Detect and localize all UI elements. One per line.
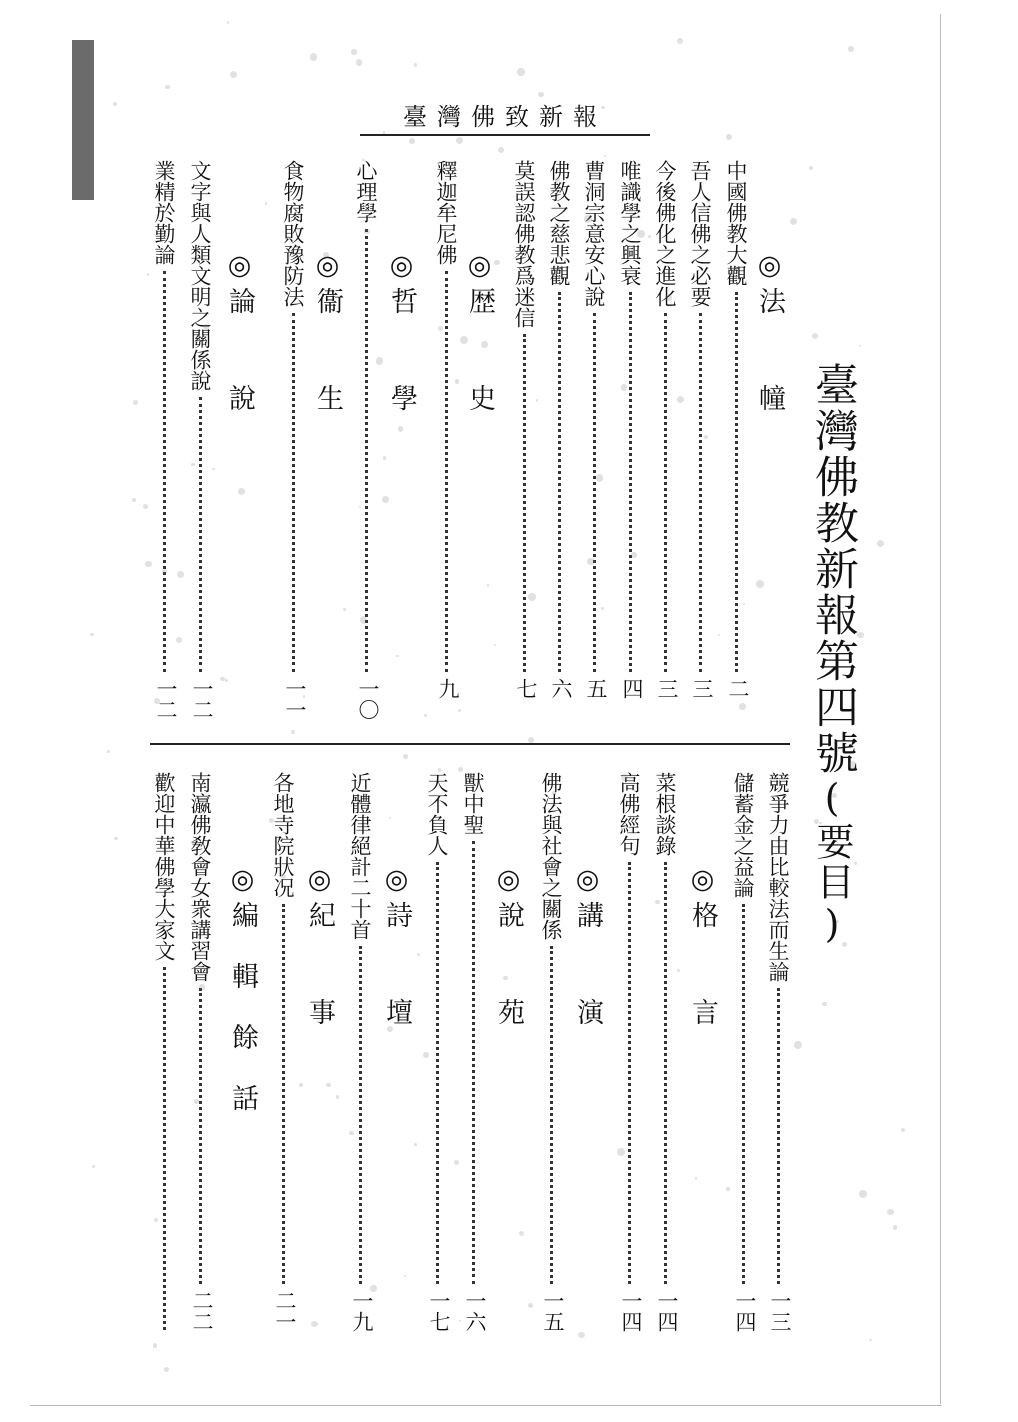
scan-noise [143, 504, 148, 509]
toc-entry-title: 南瀛佛敎會女衆講習會 [188, 772, 212, 982]
scan-noise [857, 632, 864, 639]
bullseye-icon: ◎ [687, 864, 718, 895]
scan-noise [494, 644, 496, 646]
section-heading-char: 言 [687, 998, 718, 1025]
bullseye-icon: ◎ [493, 864, 524, 895]
toc-entry-title: 食物腐敗豫防法 [281, 160, 305, 307]
section-heading-char: 餘 [227, 1023, 258, 1050]
scan-noise [403, 754, 408, 759]
scan-noise [869, 1339, 871, 1341]
scan-noise [220, 677, 225, 682]
section-heading [756, 250, 783, 411]
toc-entry-title: 佛法與社會之關係 [539, 772, 563, 940]
scan-noise [424, 714, 428, 718]
section-heading-char: 輯 [227, 962, 258, 989]
bullseye-icon: ◎ [224, 250, 255, 281]
leader-dots [472, 841, 475, 1284]
scan-noise [458, 767, 463, 772]
scan-noise [194, 1099, 199, 1104]
scan-noise [438, 768, 441, 771]
scan-noise [323, 252, 329, 258]
scan-noise [621, 384, 627, 390]
scan-noise [601, 106, 605, 110]
bullseye-icon: ◎ [572, 864, 603, 895]
scan-noise [718, 634, 720, 636]
scan-noise [584, 215, 592, 223]
scan-noise [756, 580, 764, 588]
scan-noise [351, 49, 356, 54]
scan-noise [460, 336, 468, 344]
scan-noise [281, 874, 286, 879]
leader-dots [282, 904, 285, 1284]
page-number: 一〇 [356, 678, 380, 720]
bullseye-icon: ◎ [386, 250, 417, 281]
scan-noise [191, 463, 194, 466]
scan-noise [153, 1343, 158, 1348]
scan-noise [176, 637, 182, 643]
scan-noise [631, 552, 636, 557]
section-heading-char: 說 [493, 901, 524, 928]
toc-entry-title: 天不負人 [425, 772, 449, 856]
scan-noise [621, 774, 627, 780]
section-heading [574, 864, 601, 1025]
scan-noise [359, 506, 361, 508]
scan-noise [494, 260, 499, 265]
scan-noise [456, 137, 463, 144]
title-text: 臺灣佛教新報第四號 [807, 362, 858, 776]
leader-dots [365, 229, 368, 672]
scan-noise [677, 38, 683, 44]
scan-noise [854, 862, 857, 865]
section-heading [306, 864, 333, 1025]
section-heading-char: 講 [572, 901, 603, 928]
scan-noise [695, 1177, 698, 1180]
scan-noise [199, 984, 205, 990]
scan-noise [269, 818, 274, 823]
section-heading-char: 法 [754, 287, 785, 314]
bullseye-icon: ◎ [754, 250, 785, 281]
scan-noise [154, 1218, 158, 1222]
leader-dots [163, 271, 166, 672]
scan-noise [147, 273, 149, 275]
scan-noise [383, 131, 386, 134]
scan-noise [238, 488, 245, 495]
section-heading-char: 詩 [381, 901, 412, 928]
toc-entry-title: 吾人信佛之必要 [688, 160, 712, 307]
page-number: 一六 [463, 1290, 487, 1332]
scan-noise [145, 561, 152, 568]
leader-dots [523, 334, 526, 672]
scan-noise [677, 396, 684, 403]
toc-entry-title: 競爭力由比較法而生論 [766, 772, 790, 982]
bullseye-icon: ◎ [227, 864, 258, 895]
page-number: 二 [726, 678, 750, 699]
toc-entry-title: 獸中聖 [461, 772, 485, 835]
scan-noise [243, 914, 247, 918]
scan-noise [299, 1083, 304, 1088]
scan-noise [360, 616, 368, 624]
scan-noise [487, 584, 490, 587]
scan-noise [528, 1303, 533, 1308]
scan-noise [859, 1190, 867, 1198]
toc-entry-title: 儲蓄金之益論 [731, 772, 755, 898]
section-heading [689, 864, 716, 1025]
section-heading-char: 紀 [304, 901, 335, 928]
scan-noise [849, 761, 856, 768]
scan-noise [469, 773, 475, 779]
scan-noise [454, 1160, 459, 1165]
section-heading-char: 衞 [312, 287, 343, 314]
scan-noise [133, 400, 138, 405]
scan-noise [92, 1165, 95, 1168]
section-heading-char: 哲 [386, 287, 417, 314]
scan-noise [310, 53, 317, 60]
leader-dots [699, 313, 702, 672]
title-note: (要目) [810, 776, 854, 948]
scan-noise [389, 817, 391, 819]
scan-noise [726, 134, 732, 140]
section-heading-char: 歴 [464, 287, 495, 314]
scan-noise [364, 229, 369, 234]
scan-noise [503, 976, 507, 980]
leader-dots [664, 862, 667, 1284]
scan-noise [177, 571, 184, 578]
scan-noise [790, 218, 797, 225]
section-heading-char: 話 [227, 1084, 258, 1111]
toc-entry-title: 業精於勤論 [152, 160, 176, 265]
page-number: 一五 [541, 1290, 565, 1332]
page-frame-right [940, 14, 941, 1404]
page-number: 三 [655, 678, 679, 699]
scan-noise [809, 166, 814, 171]
page-number: 一二 [190, 678, 214, 720]
scan-noise [311, 1321, 317, 1327]
leader-dots [628, 862, 631, 1284]
leader-dots [742, 904, 745, 1284]
toc-entry-title: 佛教之慈悲觀 [547, 160, 571, 286]
scan-noise [336, 1095, 339, 1098]
scan-noise [404, 1275, 407, 1278]
toc-entry-title: 曹洞宗意安心說 [582, 160, 606, 307]
toc-entry-title: 高佛經句 [617, 772, 641, 856]
page-number: 一九 [350, 1290, 374, 1332]
toc-entry-title: 菜根談錄 [653, 772, 677, 856]
bullseye-icon: ◎ [381, 864, 412, 895]
leader-dots [292, 313, 295, 672]
page-number: 一三 [768, 1290, 792, 1332]
scan-noise [162, 569, 168, 575]
section-heading [495, 864, 522, 1025]
toc-entry-title: 今後佛化之進化 [653, 160, 677, 307]
scan-noise [832, 793, 837, 798]
page-number: 一二 [154, 678, 178, 720]
scan-noise [887, 1209, 893, 1215]
scan-noise [212, 468, 215, 471]
section-heading-char: 論 [224, 287, 255, 314]
scan-noise [225, 679, 228, 682]
scan-noise [836, 920, 839, 923]
scan-noise [387, 1026, 393, 1032]
leader-dots [664, 313, 667, 672]
scan-noise [877, 540, 884, 547]
scan-noise [396, 655, 398, 657]
scan-noise [343, 608, 346, 611]
leader-dots [445, 271, 448, 672]
leader-dots [629, 292, 632, 672]
section-heading [383, 864, 410, 1025]
scan-noise [739, 703, 746, 710]
page-number: 一七 [427, 1290, 451, 1332]
scan-noise [517, 68, 525, 76]
scan-noise [617, 1148, 625, 1156]
scan-noise [655, 900, 659, 904]
scan-noise [90, 633, 94, 637]
scan-noise [409, 138, 415, 144]
scan-noise [901, 1128, 905, 1132]
scan-noise [528, 593, 535, 600]
leader-dots [550, 946, 553, 1284]
scan-noise [848, 46, 853, 51]
scan-noise [648, 235, 651, 238]
leader-dots [163, 967, 166, 1330]
scan-edge-shadow [72, 40, 94, 200]
scan-noise [370, 1285, 376, 1291]
page-number: 一四 [733, 1290, 757, 1332]
scan-noise [743, 603, 745, 605]
section-divider [150, 743, 790, 745]
bullseye-icon: ◎ [464, 250, 495, 281]
scan-noise [794, 1041, 802, 1049]
toc-entry-title: 唯識學之興衰 [618, 160, 642, 286]
scan-noise [587, 558, 594, 565]
toc-entry-title: 文字與人類文明之關係說 [188, 160, 212, 391]
section-heading-char: 學 [386, 384, 417, 411]
scan-noise [601, 607, 605, 611]
page-number: 二二 [190, 1290, 214, 1332]
scan-noise [458, 709, 461, 712]
leader-dots [735, 292, 738, 672]
toc-entry-title: 近體律絕計二十首 [348, 772, 372, 940]
leader-dots [436, 862, 439, 1284]
section-heading [229, 864, 256, 1111]
scan-noise [536, 399, 538, 401]
scan-noise [132, 498, 135, 501]
page-number: 四 [620, 678, 644, 699]
section-heading [388, 250, 415, 411]
section-heading-char: 演 [572, 998, 603, 1025]
scan-noise [414, 1143, 417, 1146]
scan-noise [165, 85, 170, 90]
toc-entry-title: 心理學 [354, 160, 378, 223]
scan-noise [859, 345, 861, 347]
page-frame-bottom [30, 1405, 942, 1406]
scan-noise [538, 92, 544, 98]
section-heading-char: 說 [224, 384, 255, 411]
leader-dots [558, 292, 561, 672]
scan-noise [677, 969, 680, 972]
scan-noise [423, 1052, 429, 1058]
scan-noise [498, 147, 504, 153]
toc-entry-title: 各地寺院狀况 [271, 772, 295, 898]
leader-dots [593, 313, 596, 672]
scan-noise [154, 698, 160, 704]
scan-noise [227, 21, 230, 24]
toc-entry-title: 釋迦牟尼佛 [434, 160, 458, 265]
scan-noise [726, 1187, 730, 1191]
scan-noise [417, 953, 420, 956]
page-number: 三 [690, 678, 714, 699]
scan-noise [604, 155, 606, 157]
toc-entry-title: 莫誤認佛教爲迷信 [512, 160, 536, 328]
page-number: 二一 [273, 1290, 297, 1332]
bullseye-icon: ◎ [312, 250, 343, 281]
scan-noise [812, 333, 818, 339]
section-heading [226, 250, 253, 411]
scan-noise [637, 230, 645, 238]
page-number: 一四 [619, 1290, 643, 1332]
section-heading-char: 幢 [754, 384, 785, 411]
scan-noise [704, 435, 707, 438]
scan-noise [665, 294, 672, 301]
scan-noise [707, 199, 710, 202]
section-heading [466, 250, 493, 411]
scan-noise [822, 1002, 827, 1007]
section-heading-char: 壇 [381, 998, 412, 1025]
scan-noise [349, 1131, 353, 1135]
scan-noise [438, 326, 443, 331]
section-heading-char: 事 [304, 998, 335, 1025]
scan-noise [356, 59, 362, 65]
document-title [807, 362, 858, 948]
page-number: 五 [584, 678, 608, 699]
scan-noise [814, 819, 819, 824]
section-heading-char: 史 [464, 384, 495, 411]
scan-noise [414, 63, 417, 66]
scan-noise [578, 1332, 584, 1338]
scan-noise [282, 1016, 286, 1020]
leader-dots [199, 397, 202, 672]
scan-noise [382, 496, 389, 503]
scan-noise [107, 750, 109, 752]
section-heading-char: 生 [312, 384, 343, 411]
scan-noise [398, 426, 404, 432]
scan-noise [596, 474, 604, 482]
leader-dots [199, 988, 202, 1284]
scan-noise [114, 837, 118, 841]
scan-noise [519, 1231, 524, 1236]
scan-noise [819, 822, 821, 824]
running-head: 臺灣佛致新報 [360, 100, 650, 136]
page-number: 九 [436, 678, 460, 699]
scan-noise [265, 202, 268, 205]
scan-noise [230, 71, 237, 78]
section-heading-char: 編 [227, 901, 258, 928]
scan-noise [291, 730, 295, 734]
leader-dots [777, 988, 780, 1284]
page-number: 一一 [283, 678, 307, 720]
scan-noise [164, 1367, 169, 1372]
bullseye-icon: ◎ [304, 864, 335, 895]
page-number: 一四 [655, 1290, 679, 1332]
scan-noise [113, 102, 117, 106]
page-number: 六 [549, 678, 573, 699]
section-heading-char: 苑 [493, 998, 524, 1025]
section-heading-char: 格 [687, 901, 718, 928]
leader-dots [359, 946, 362, 1284]
page-number: 七 [514, 678, 538, 699]
scan-noise [383, 456, 387, 460]
toc-entry-title: 歡迎中華佛學大家文 [152, 772, 176, 961]
scan-noise [893, 1225, 898, 1230]
scan-noise [376, 357, 383, 364]
scan-noise [455, 379, 460, 384]
section-heading [314, 250, 341, 411]
scan-noise [326, 1083, 330, 1087]
toc-entry-title: 中國佛教大觀 [724, 160, 748, 286]
